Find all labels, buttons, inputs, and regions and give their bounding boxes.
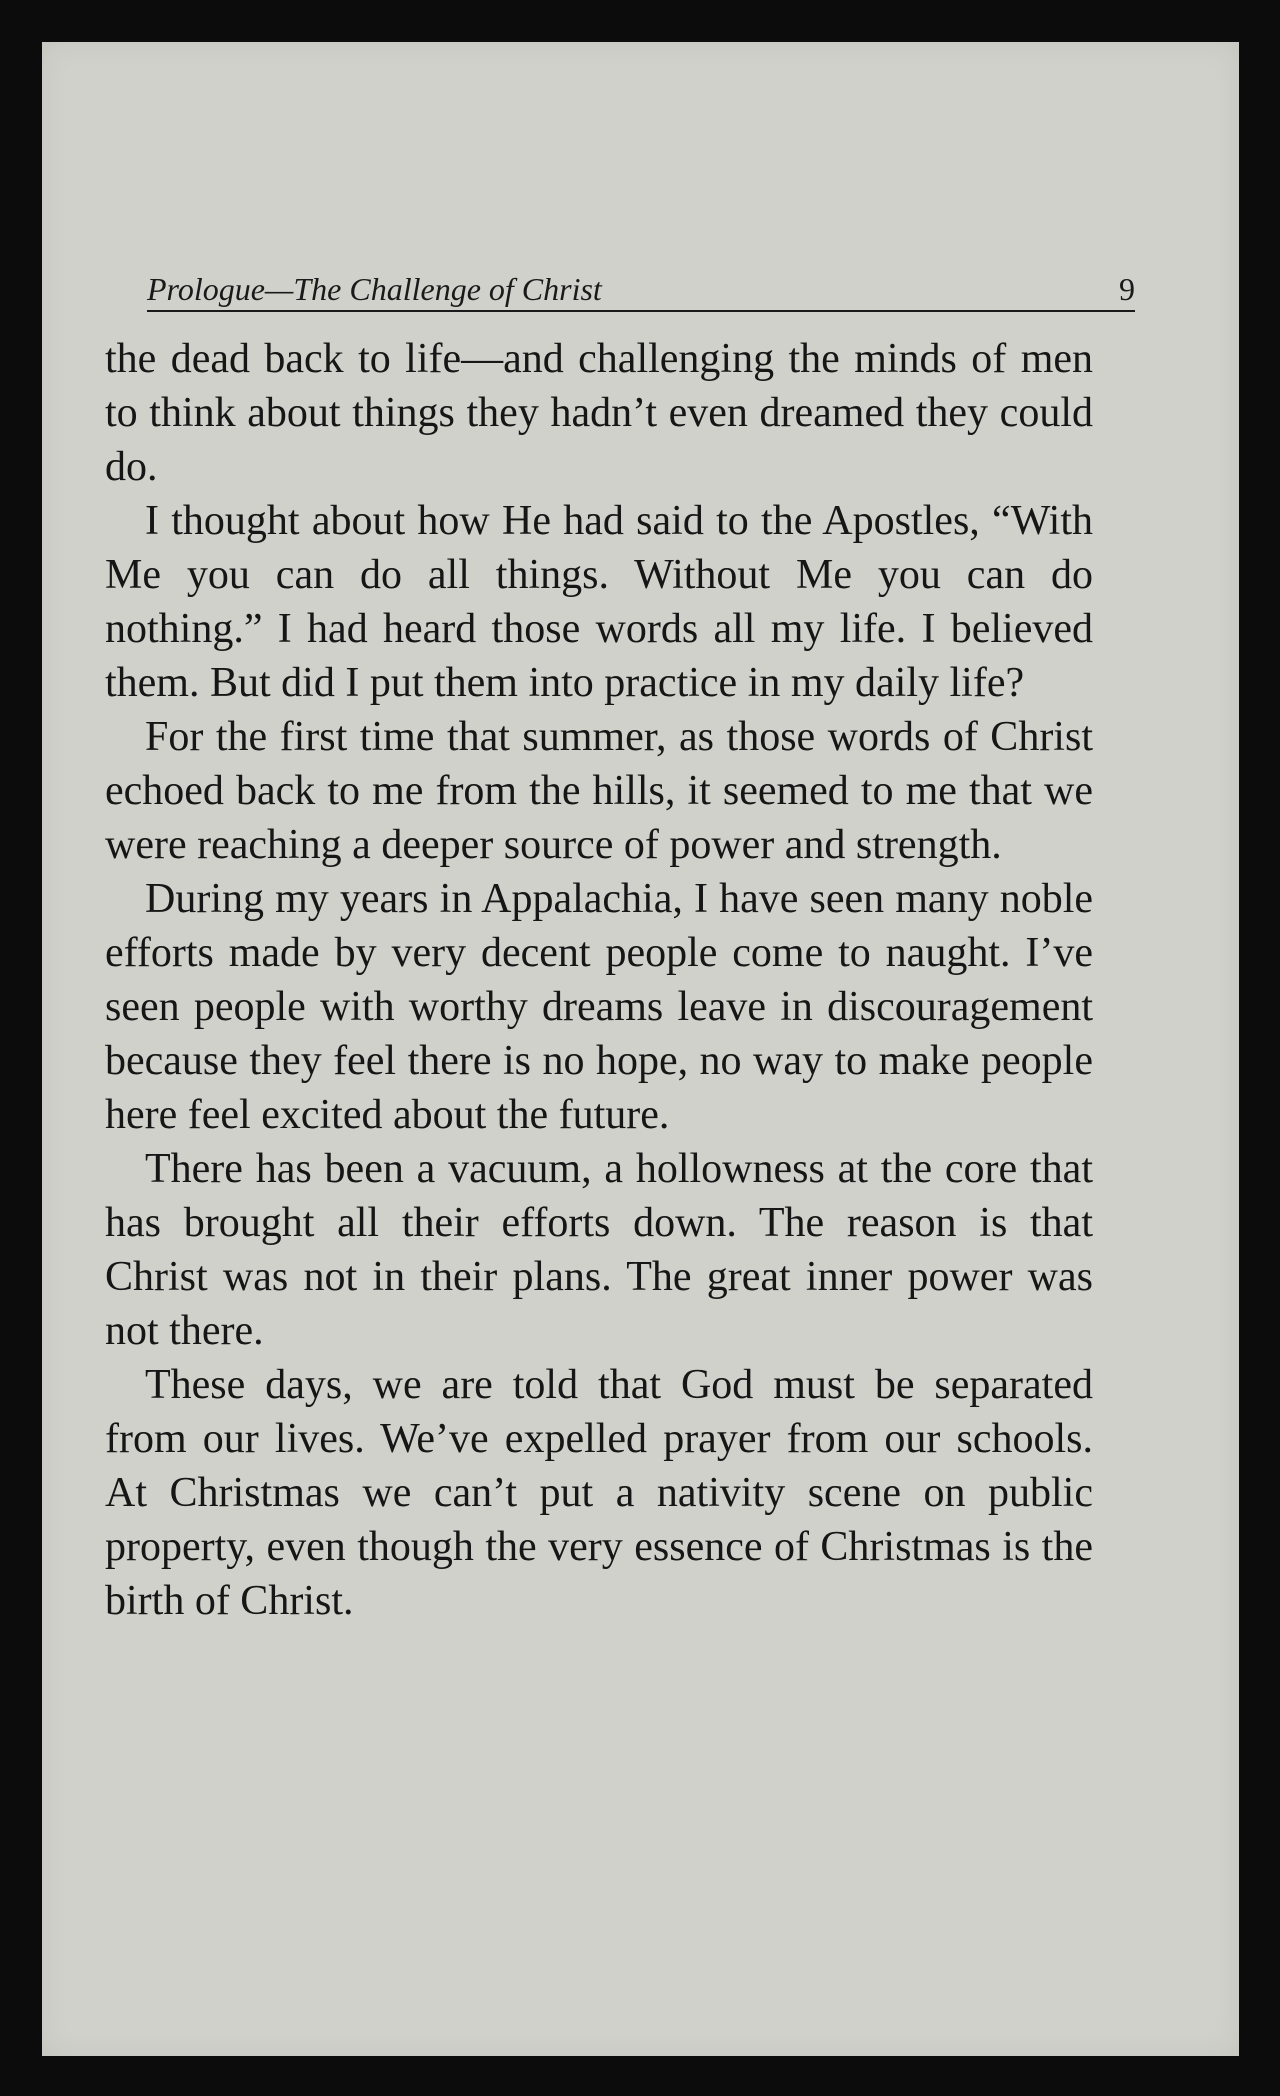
running-header bbox=[147, 256, 1135, 312]
page-number: 9 bbox=[1119, 271, 1135, 307]
running-title: Prologue—The Challenge of Christ bbox=[147, 271, 602, 307]
paragraph-6: These days, we are told that God must be separated from our lives. We’ve expelled prayer from our schools. At Christmas we can’t put a nativity scene on public property, even though the very essence of Christmas is the birth of Christ. bbox=[105, 1362, 1093, 1624]
paragraph-4: During my years in Appalachia, I have seen many noble efforts made by very decent people come to naught. I’ve seen people with worthy dreams leave in discouragement because they feel there is no hope, no way to make people here feel excited about the future. bbox=[105, 876, 1093, 1138]
paragraph-1: the dead back to life—and challenging the minds of men to think about things they hadn’t even dreamed they could do. bbox=[105, 336, 1093, 490]
paragraph-2: I thought about how He had said to the Apostles, “With Me you can do all things. Without Me you can do nothing.” I had heard those words all my life. I believed them. But did I put them into practice in my daily life? bbox=[105, 498, 1093, 706]
paragraph-3: For the first time that summer, as those words of Christ echoed back to me from the hills, it seemed to me that we were reaching a deeper source of power and strength. bbox=[105, 714, 1093, 868]
body-text bbox=[105, 332, 1093, 1628]
paragraph-5: There has been a vacuum, a hollowness at the core that has brought all their efforts down. The reason is that Christ was not in their plans. The great inner power was not there. bbox=[105, 1146, 1093, 1354]
